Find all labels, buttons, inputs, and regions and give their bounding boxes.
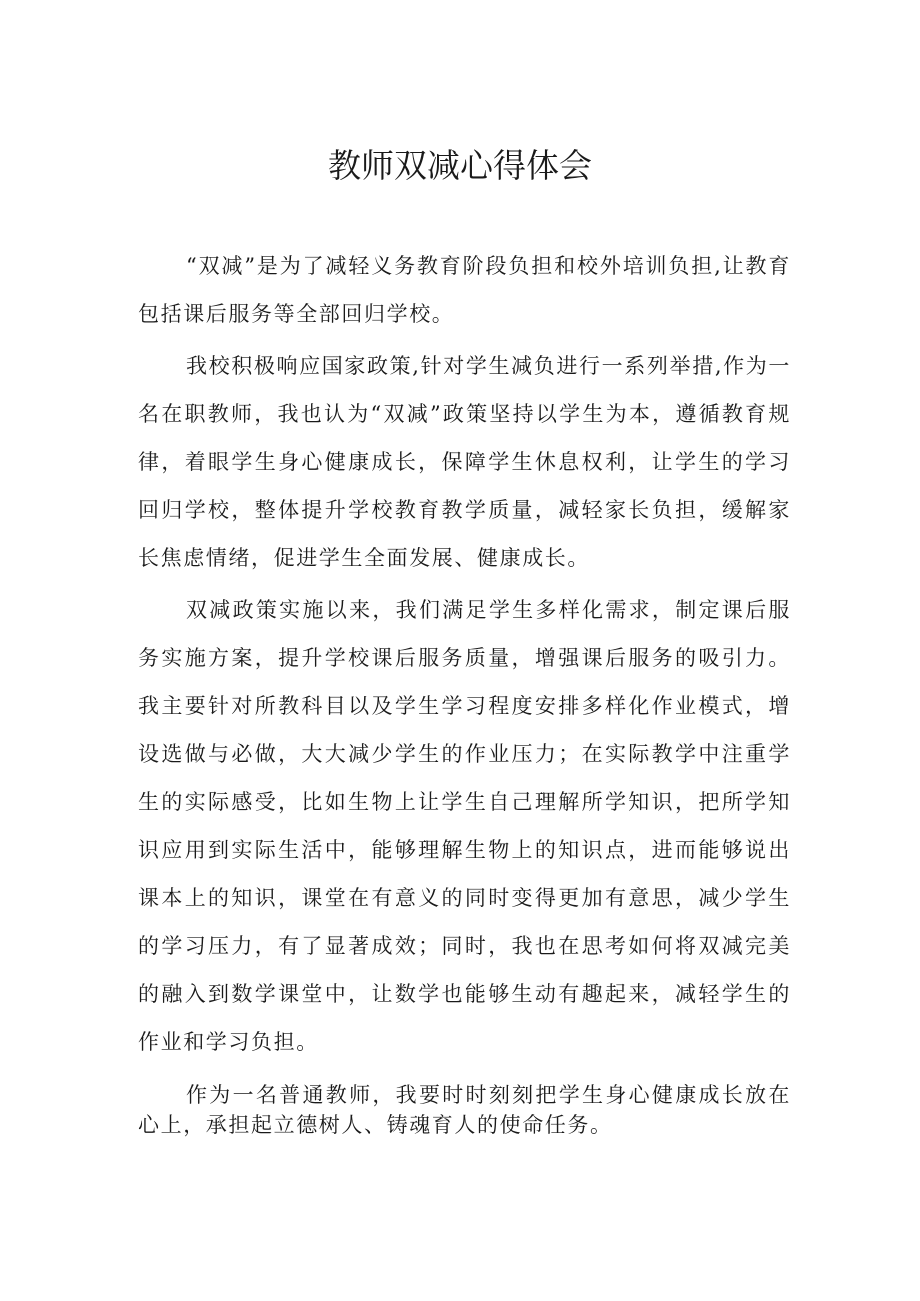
document-body [138,242,791,1140]
document-title: 教师双减心得体会 [328,146,592,185]
paragraph-3: 双减政策实施以来，我们满足学生多样化需求，制定课后服务实施方案，提升学校课后服务质量，增强课后服务的吸引力。我主要针对所教科目以及学生学习程度安排多样化作业模式，增设选做与必做，大大减少学生的作业压力；在实际教学中注重学生的实际感受，比如生物上让学生自己理解所学知识，把所学知识应用到实际生活中，能够理解生物上的知识点，进而能够说出课本上的知识，课堂在有意义的同时变得更加有意思，减少学生的学习压力，有了显著成效；同时，我也在思考如何将双减完美的融入到数学课堂中，让数学也能够生动有趣起来，减轻学生的作业和学习负担。 [138,598,791,1054]
paragraph-1: “双减”是为了减轻义务教育阶段负担和校外培训负担,让教育包括课后服务等全部回归学校。 [138,254,791,326]
paragraph-4: 作为一名普通教师，我要时时刻刻把学生身心健康成长放在心上，承担起立德树人、铸魂育人的使命任务。 [138,1083,791,1137]
paragraph-2: 我校积极响应国家政策,针对学生减负进行一系列举措,作为一名在职教师，我也认为“双减”政策坚持以学生为本，遵循教育规律，着眼学生身心健康成长，保障学生休息权利，让学生的学习回归学校，整体提升学校教育教学质量，减轻家长负担，缓解家长焦虑情绪，促进学生全面发展、健康成长。 [138,354,791,570]
